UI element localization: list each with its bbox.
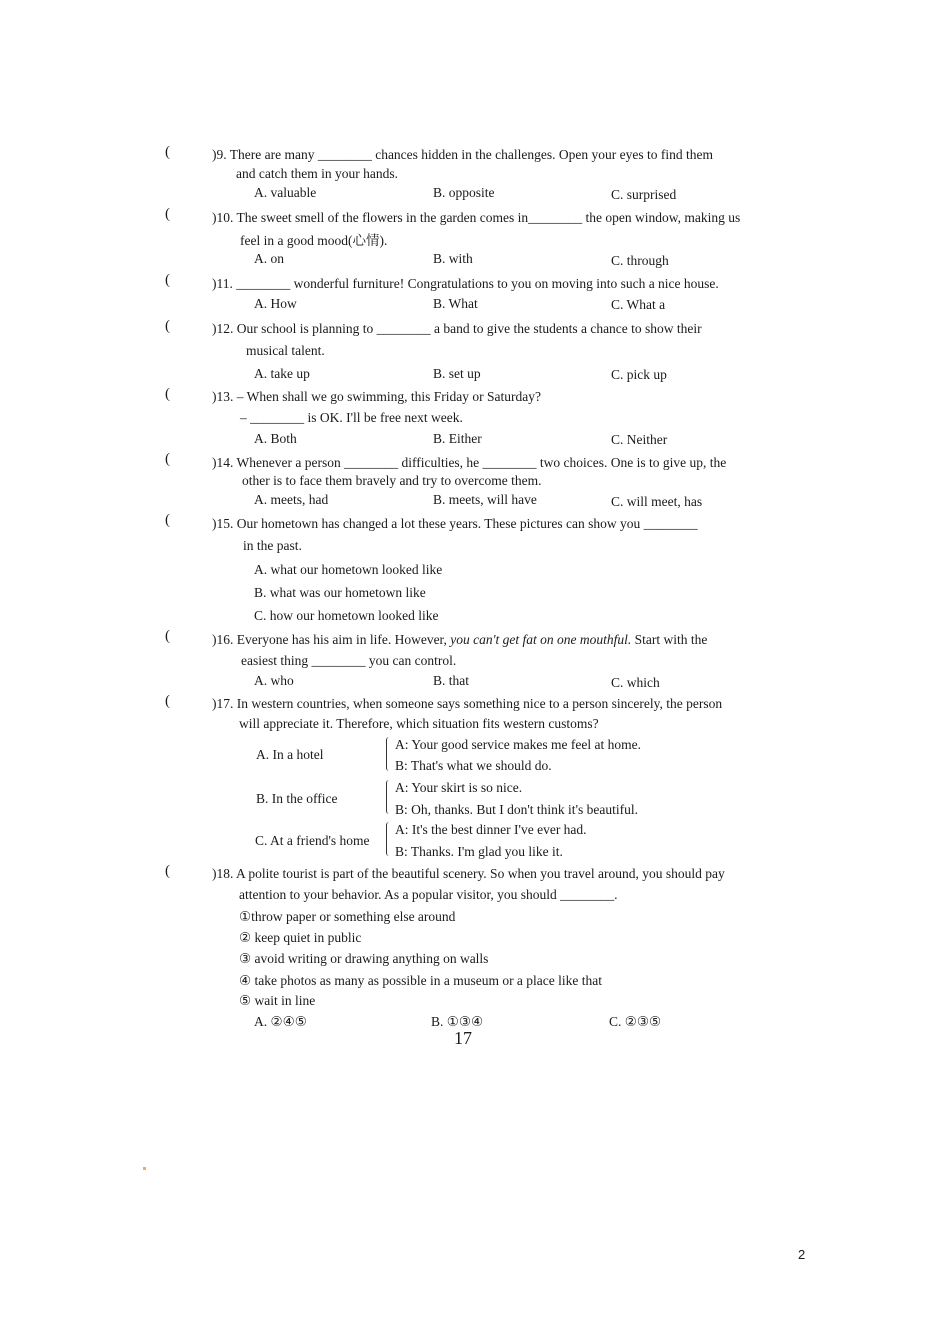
scan-speck bbox=[143, 1167, 146, 1170]
answer-bracket: ( bbox=[165, 512, 170, 528]
answer-bracket: ( bbox=[165, 272, 170, 288]
dialogue-line: A: It's the best dinner I've ever had. bbox=[395, 822, 587, 837]
dialogue-line: A: Your skirt is so nice. bbox=[395, 780, 523, 795]
question-12-option-b: B. set up bbox=[433, 366, 481, 381]
question-14-line1: )14. Whenever a person ________ difficulties, he ________ two choices. One is to give up, the bbox=[212, 455, 727, 470]
question-13-option-b: B. Either bbox=[433, 431, 482, 446]
question-13-line1: )13. – When shall we go swimming, this Friday or Saturday? bbox=[212, 389, 541, 404]
question-15-option-b: B. what was our hometown like bbox=[254, 585, 426, 600]
question-11-option-a: A. How bbox=[254, 296, 297, 311]
page-number: 17 bbox=[454, 1028, 472, 1048]
answer-bracket: ( bbox=[165, 386, 170, 402]
footer-page-number: 2 bbox=[798, 1247, 806, 1262]
brace-icon bbox=[386, 737, 392, 771]
question-10-option-a: A. on bbox=[254, 251, 284, 266]
question-16-line2: easiest thing ________ you can control. bbox=[241, 653, 457, 668]
question-15-option-a: A. what our hometown looked like bbox=[254, 562, 443, 577]
question-9-option-a: A. valuable bbox=[254, 185, 317, 200]
question-13-option-c: C. Neither bbox=[611, 432, 668, 447]
question-13-option-a: A. Both bbox=[254, 431, 297, 446]
question-18-item-4: ④ take photos as many as possible in a museum or a place like that bbox=[239, 973, 603, 988]
question-18-item-2: ② keep quiet in public bbox=[239, 930, 362, 945]
dialogue-line: B: Oh, thanks. But I don't think it's beautiful. bbox=[395, 802, 638, 817]
question-16-option-b: B. that bbox=[433, 673, 469, 688]
question-17-option-c: C. At a friend's home bbox=[255, 833, 370, 848]
question-17-option-a: A. In a hotel bbox=[256, 747, 324, 762]
question-16-option-a: A. who bbox=[254, 673, 294, 688]
brace-icon bbox=[386, 780, 392, 814]
question-13-line2: – ________ is OK. I'll be free next week. bbox=[240, 410, 463, 425]
question-14-line2: other is to face them bravely and try to overcome them. bbox=[242, 473, 542, 488]
question-18-option-c: C. ②③⑤ bbox=[609, 1014, 662, 1029]
dialogue-line: B: Thanks. I'm glad you like it. bbox=[395, 844, 563, 859]
question-16-line1 bbox=[212, 632, 707, 648]
answer-bracket: ( bbox=[165, 144, 170, 160]
question-10-line2: feel in a good mood(心情). bbox=[240, 233, 388, 248]
question-10-option-c: C. through bbox=[611, 253, 669, 268]
question-18-line2: attention to your behavior. As a popular visitor, you should ________. bbox=[239, 887, 618, 902]
answer-bracket: ( bbox=[165, 451, 170, 467]
answer-bracket: ( bbox=[165, 318, 170, 334]
dialogue-line: A: Your good service makes me feel at home. bbox=[395, 737, 641, 752]
question-11-line1: )11. ________ wonderful furniture! Congratulations to you on moving into such a nice house. bbox=[212, 276, 719, 291]
question-9-line1: )9. There are many ________ chances hidden in the challenges. Open your eyes to find them bbox=[212, 147, 713, 162]
question-18-option-a: A. ②④⑤ bbox=[254, 1014, 307, 1029]
question-16-proverb: you can't get fat on one mouthful. bbox=[450, 632, 632, 647]
question-18-item-5: ⑤ wait in line bbox=[239, 993, 316, 1008]
question-16-option-c: C. which bbox=[611, 675, 660, 690]
question-11-option-c: C. What a bbox=[611, 297, 666, 312]
question-17-line2: will appreciate it. Therefore, which situation fits western customs? bbox=[239, 716, 599, 731]
question-17-option-b: B. In the office bbox=[256, 791, 338, 806]
question-18-option-b: B. ①③④ bbox=[431, 1014, 484, 1029]
question-17-line1: )17. In western countries, when someone says something nice to a person sincerely, the person bbox=[212, 696, 723, 711]
question-18-line1: )18. A polite tourist is part of the beautiful scenery. So when you travel around, you should pay bbox=[212, 866, 725, 881]
question-10-option-b: B. with bbox=[433, 251, 473, 266]
question-12-line1: )12. Our school is planning to ________ a band to give the students a chance to show their bbox=[212, 321, 702, 336]
question-12-line2: musical talent. bbox=[246, 343, 325, 358]
question-10-line1: )10. The sweet smell of the flowers in the garden comes in________ the open window, making us bbox=[212, 210, 741, 225]
question-14-option-a: A. meets, had bbox=[254, 492, 329, 507]
question-18-item-3: ③ avoid writing or drawing anything on walls bbox=[239, 951, 489, 966]
question-14-option-b: B. meets, will have bbox=[433, 492, 537, 507]
question-14-option-c: C. will meet, has bbox=[611, 494, 703, 509]
question-18-item-1: ①throw paper or something else around bbox=[239, 909, 456, 924]
question-15-line2: in the past. bbox=[243, 538, 302, 553]
question-12-option-c: C. pick up bbox=[611, 367, 667, 382]
answer-bracket: ( bbox=[165, 693, 170, 709]
question-15-option-c: C. how our hometown looked like bbox=[254, 608, 439, 623]
brace-icon bbox=[386, 822, 392, 856]
question-9-option-c: C. surprised bbox=[611, 187, 677, 202]
dialogue-line: B: That's what we should do. bbox=[395, 758, 552, 773]
question-11-option-b: B. What bbox=[433, 296, 478, 311]
question-9-line2: and catch them in your hands. bbox=[236, 166, 398, 181]
question-16-line1-post: Start with the bbox=[631, 632, 708, 647]
answer-bracket: ( bbox=[165, 863, 170, 879]
answer-bracket: ( bbox=[165, 628, 170, 644]
question-12-option-a: A. take up bbox=[254, 366, 310, 381]
answer-bracket: ( bbox=[165, 206, 170, 222]
question-9-option-b: B. opposite bbox=[433, 185, 495, 200]
question-15-line1: )15. Our hometown has changed a lot these years. These pictures can show you ________ bbox=[212, 516, 698, 531]
question-16-line1-pre: )16. Everyone has his aim in life. However, bbox=[212, 632, 451, 647]
